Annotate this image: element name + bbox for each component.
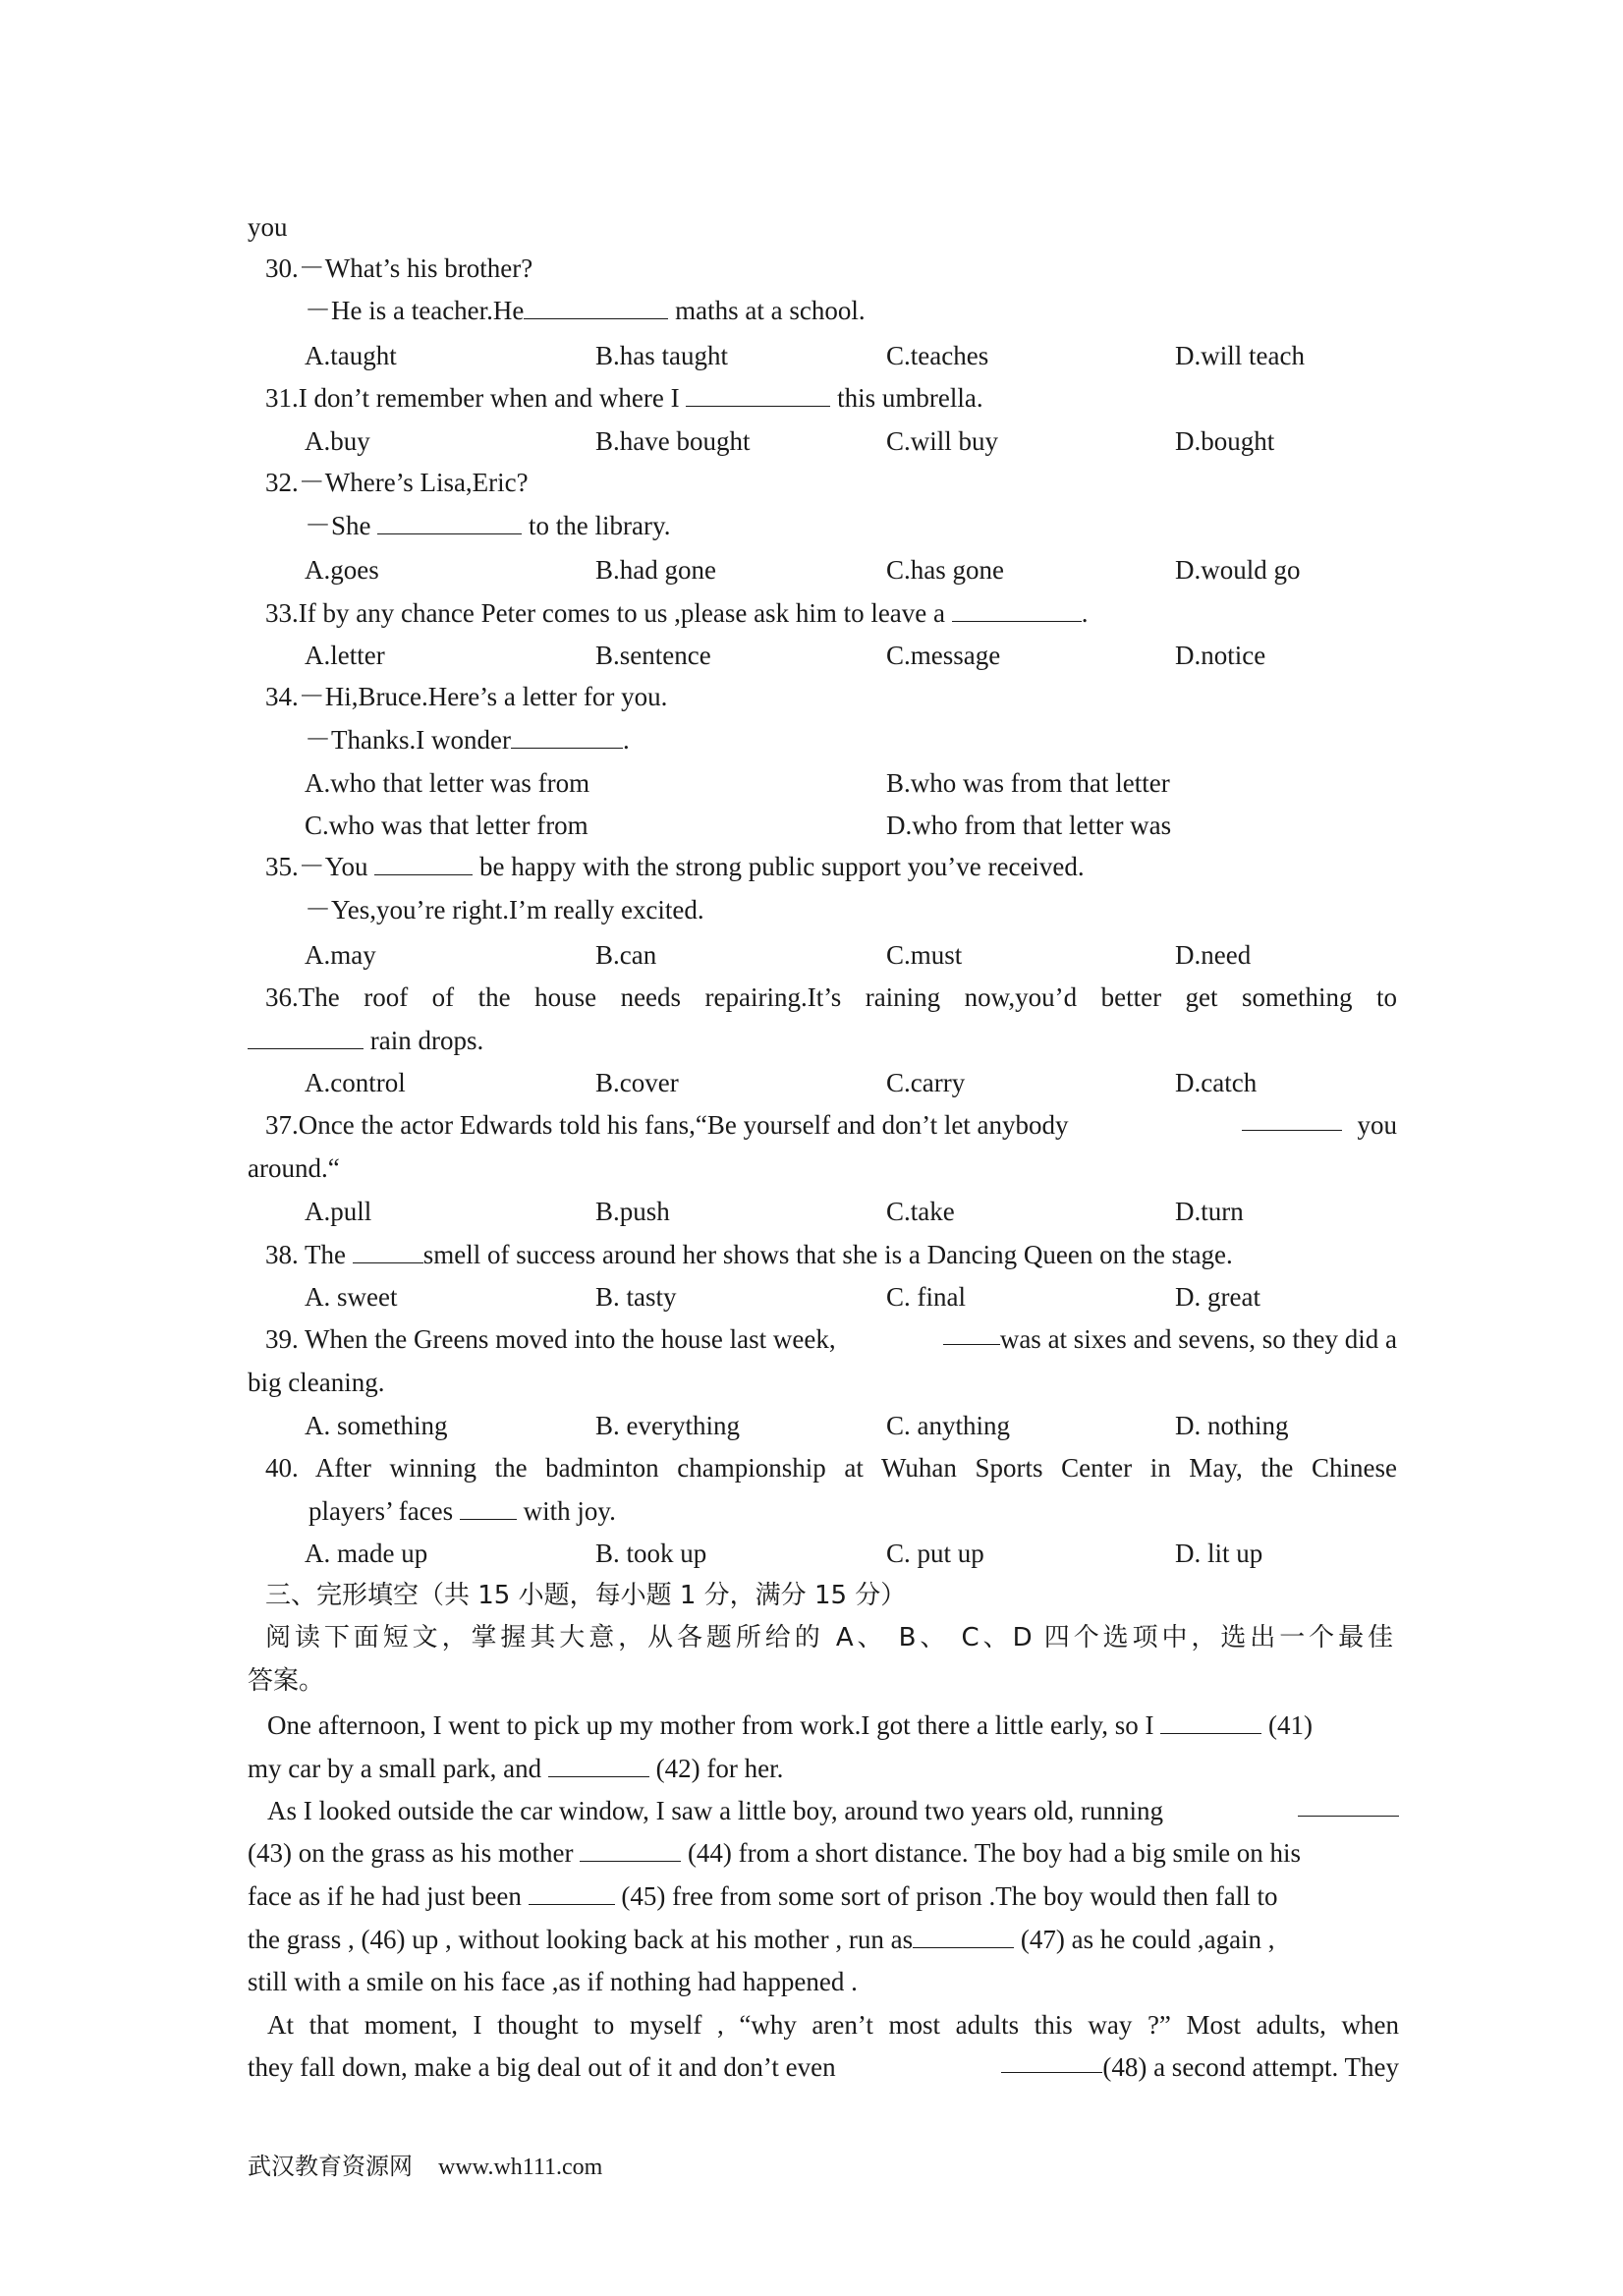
text-segment: to the library. <box>522 511 671 540</box>
text-segment: rain drops. <box>364 1026 484 1055</box>
passage-line <box>248 2050 1399 2084</box>
blank <box>1242 1108 1342 1131</box>
text-segment: my car by a small park, and <box>248 1754 548 1783</box>
option-a: A. sweet <box>305 1282 398 1312</box>
text-segment: be happy with the strong public support you’ve received. <box>473 852 1085 881</box>
option-a: A.may <box>305 940 376 970</box>
option-b: B.had gone <box>595 555 716 585</box>
text-segment: 35.－You <box>265 852 375 881</box>
text-segment <box>1001 2050 1399 2084</box>
text-segment: . <box>622 725 630 755</box>
text-segment <box>943 1322 1397 1356</box>
option-c: C.who was that letter from <box>305 811 588 840</box>
option-c: C.carry <box>886 1068 966 1097</box>
option-d: D.notice <box>1175 641 1266 670</box>
text-segment: (48) a second attempt. They <box>1102 2052 1399 2082</box>
question-35-answer-line: －Yes,you’re right.I’m really excited. <box>305 895 704 924</box>
option-a: A.goes <box>305 555 379 585</box>
option-d: D. lit up <box>1175 1539 1263 1568</box>
text-segment: 39. When the Greens moved into the house last week, <box>265 1324 836 1354</box>
option-b: B.who was from that letter <box>886 768 1170 798</box>
blank <box>1160 1711 1261 1734</box>
text-segment: (43) on the grass as his mother <box>248 1838 581 1868</box>
question-30-answer-line <box>305 294 866 327</box>
option-a: A. something <box>305 1411 448 1440</box>
blank <box>248 1027 364 1049</box>
question-39 <box>265 1322 1397 1356</box>
question-36-continued <box>248 1024 483 1057</box>
blank <box>374 853 473 875</box>
question-31 <box>265 381 983 415</box>
text-segment: 37.Once the actor Edwards told his fans,“Be yourself and don’t let anybody <box>265 1110 1069 1140</box>
blank <box>377 512 522 534</box>
blank <box>511 726 623 749</box>
blank <box>943 1322 1000 1345</box>
option-d: D. great <box>1175 1282 1260 1312</box>
text-segment: you <box>1357 1110 1397 1140</box>
passage-line <box>248 1836 1301 1870</box>
footer-url[interactable]: www.wh111.com <box>438 2155 603 2180</box>
text-segment: maths at a school. <box>668 296 866 325</box>
question-36: 36.The roof of the house needs repairing.It’s raining now,you’d better get something to <box>265 982 1397 1012</box>
blank <box>548 1755 649 1777</box>
line-you: you <box>248 212 288 242</box>
passage-line <box>248 1923 1275 1956</box>
section-instructions-continued: 答案。 <box>248 1666 325 1696</box>
option-b: B.push <box>595 1197 670 1226</box>
option-c: C.will buy <box>886 426 999 456</box>
option-a: A.control <box>305 1068 406 1097</box>
text-segment: with joy. <box>516 1496 616 1526</box>
option-a: A.taught <box>305 341 397 370</box>
option-a: A.pull <box>305 1197 372 1226</box>
question-34: 34.－Hi,Bruce.Here’s a letter for you. <box>265 682 668 711</box>
blank <box>913 1926 1014 1948</box>
passage-line <box>267 1708 1313 1742</box>
text-segment: was at sixes and sevens, so they did a <box>999 1324 1397 1354</box>
option-c: C. anything <box>886 1411 1010 1440</box>
blank <box>529 1882 615 1905</box>
footer <box>248 2150 602 2184</box>
question-40: 40. After winning the badminton championship at Wuhan Sports Center in May, the Chinese <box>265 1453 1397 1483</box>
option-b: B. tasty <box>595 1282 677 1312</box>
option-a: A.who that letter was from <box>305 768 590 798</box>
blank <box>460 1497 517 1520</box>
question-30: 30.－What’s his brother? <box>265 253 533 283</box>
option-c: C.teaches <box>886 341 989 370</box>
passage-line <box>248 1752 783 1785</box>
text-segment: 31.I don’t remember when and where I <box>265 383 687 413</box>
text-segment: face as if he had just been <box>248 1881 529 1911</box>
passage-line <box>248 1879 1277 1913</box>
question-35 <box>265 850 1085 883</box>
option-b: B.can <box>595 940 657 970</box>
option-c: C.must <box>886 940 963 970</box>
blank <box>952 599 1082 622</box>
text-segment: they fall down, make a big deal out of it and don’t even <box>248 2052 836 2082</box>
option-b: B.sentence <box>595 641 711 670</box>
option-d: D.turn <box>1175 1197 1244 1226</box>
section-heading: 三、完形填空（共 15 小题，每小题 1 分，满分 15 分） <box>265 1581 907 1610</box>
option-d: D.will teach <box>1175 341 1305 370</box>
text-segment <box>265 1108 1226 1142</box>
blank <box>1298 1794 1399 1817</box>
text-segment: As I looked outside the car window, I saw a little boy, around two years old, running <box>267 1796 1164 1825</box>
blank <box>580 1839 681 1862</box>
option-d: D.bought <box>1175 426 1275 456</box>
question-40-continued <box>308 1494 616 1528</box>
option-b: B. everything <box>595 1411 740 1440</box>
option-a: A.letter <box>305 641 385 670</box>
option-d: D.would go <box>1175 555 1301 585</box>
option-d: D.need <box>1175 940 1252 970</box>
option-d: D.catch <box>1175 1068 1258 1097</box>
option-c: C.take <box>886 1197 955 1226</box>
option-d: D. nothing <box>1175 1411 1289 1440</box>
text-segment: . <box>1081 598 1089 628</box>
section-instructions: 阅读下面短文，掌握其大意，从各题所给的 A、 B、 C、D 四个选项中，选出一个最佳 <box>265 1623 1393 1652</box>
option-c: C.message <box>886 641 1001 670</box>
question-39-continued: big cleaning. <box>248 1368 385 1397</box>
question-33 <box>265 596 1089 630</box>
option-b: B.has taught <box>595 341 728 370</box>
text-segment: players’ faces <box>308 1496 460 1526</box>
text-segment: smell of success around her shows that she is a Dancing Queen on the stage. <box>422 1240 1233 1269</box>
text-segment: (44) from a short distance. The boy had a big smile on his <box>681 1838 1302 1868</box>
text-segment: －He is a teacher.He <box>305 296 525 325</box>
option-b: B.have bought <box>595 426 751 456</box>
blank <box>686 384 830 407</box>
text-segment: this umbrella. <box>830 383 983 413</box>
blank <box>1001 2050 1102 2073</box>
option-d: D.who from that letter was <box>886 811 1172 840</box>
text-segment: (41) <box>1261 1710 1313 1740</box>
question-37-continued: around.“ <box>248 1153 340 1183</box>
footer-site-name: 武汉教育资源网 <box>248 2153 413 2180</box>
text-segment: －Thanks.I wonder <box>305 725 511 755</box>
question-34-answer-line <box>305 723 630 756</box>
question-32: 32.－Where’s Lisa,Eric? <box>265 468 529 497</box>
option-c: C. put up <box>886 1539 984 1568</box>
text-segment: (42) for her. <box>648 1754 784 1783</box>
blank <box>524 297 668 319</box>
option-a: A.buy <box>305 426 370 456</box>
text-segment: 38. The <box>265 1240 353 1269</box>
option-a: A. made up <box>305 1539 428 1568</box>
option-b: B.cover <box>595 1068 679 1097</box>
option-c: C.has gone <box>886 555 1004 585</box>
question-37 <box>265 1108 1397 1142</box>
passage-line: At that moment, I thought to myself , “why aren’t most adults this way ?” Most adults, when <box>267 2010 1399 2040</box>
text-segment: 33.If by any chance Peter comes to us ,please ask him to leave a <box>265 598 952 628</box>
option-b: B. took up <box>595 1539 707 1568</box>
option-c: C. final <box>886 1282 966 1312</box>
question-32-answer-line <box>305 509 670 542</box>
text-segment: (47) as he could ,again , <box>1014 1925 1275 1954</box>
blank <box>353 1241 423 1263</box>
text-segment: the grass , (46) up , without looking back at his mother , run as <box>248 1925 914 1954</box>
text-segment: (45) free from some sort of prison .The boy would then fall to <box>614 1881 1278 1911</box>
text-segment: －She <box>305 511 378 540</box>
question-38 <box>265 1238 1233 1271</box>
text-segment: One afternoon, I went to pick up my mother from work.I got there a little early, so I <box>267 1710 1161 1740</box>
passage-line <box>267 1794 1399 1827</box>
passage-line: still with a smile on his face ,as if nothing had happened . <box>248 1967 858 1996</box>
